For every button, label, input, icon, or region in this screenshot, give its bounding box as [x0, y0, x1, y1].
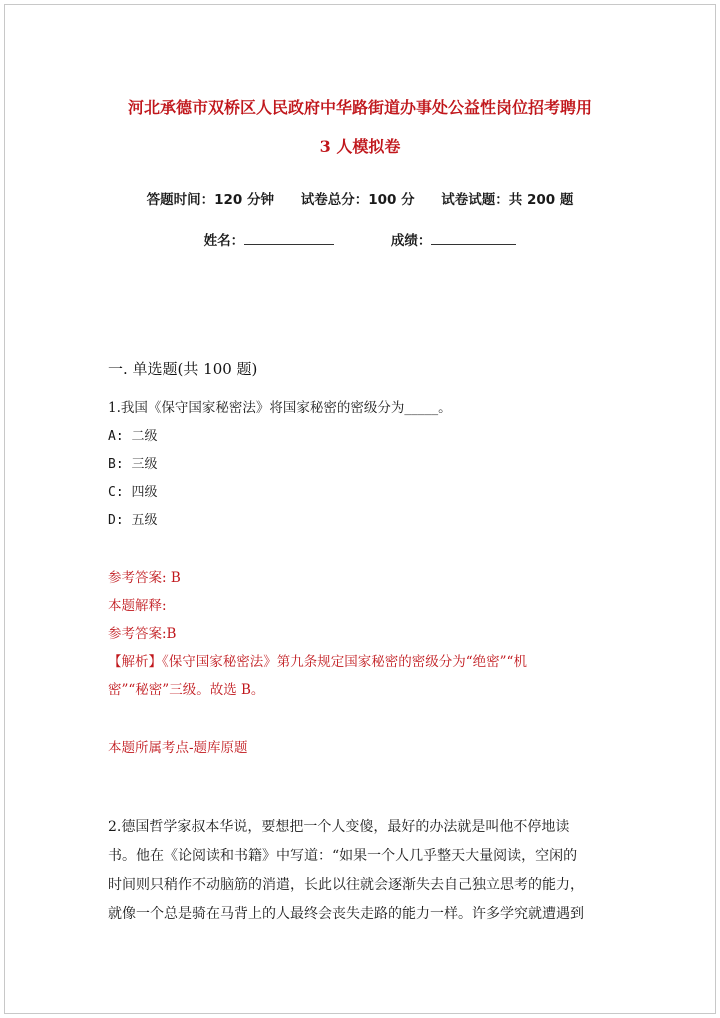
question-1-answer: 参考答案: B: [108, 570, 181, 586]
question-1-analysis-line-1: 【解析】《保守国家秘密法》第九条规定国家秘密的密级分为“绝密”“机: [108, 654, 527, 670]
exam-meta: [0, 188, 720, 208]
question-1-source: 本题所属考点-题库原题: [108, 740, 248, 756]
exam-title-line-1: 河北承德市双桥区人民政府中华路街道办事处公益性岗位招考聘用: [127, 98, 592, 117]
name-label: 姓名：: [203, 233, 245, 249]
question-2-line-1: 2.德国哲学家叔本华说，要想把一个人变傻，最好的办法就是叫他不停地读: [108, 819, 570, 835]
exam-question-count: 试卷试题：共 200 题: [441, 192, 574, 208]
question-1-answer-repeat: 参考答案:B: [108, 626, 177, 642]
question-1-option-d: D: 五级: [108, 513, 158, 528]
question-2-stem: [108, 813, 604, 929]
score-blank[interactable]: [431, 232, 516, 245]
question-1-option-b: B: 三级: [108, 457, 158, 472]
question-1-option-c: C: 四级: [108, 485, 158, 500]
section-title: 一. 单选题(共 100 题): [108, 360, 258, 378]
candidate-info: [0, 229, 720, 249]
question-1-explain-label: 本题解释:: [108, 598, 167, 614]
question-2-line-4: 就像一个总是骑在马背上的人最终会丧失走路的能力一样。许多学究就遭遇到: [108, 906, 584, 922]
question-1-option-a: A: 二级: [108, 429, 158, 444]
exam-title-line-2: 3 人模拟卷: [319, 137, 401, 156]
exam-time: 答题时间：120 分钟: [146, 192, 274, 208]
exam-total-score: 试卷总分：100 分: [300, 192, 415, 208]
name-blank[interactable]: [244, 232, 334, 245]
question-2-line-2: 书。他在《论阅读和书籍》中写道：“如果一个人几乎整天大量阅读，空闲的: [108, 848, 578, 864]
score-label: 成绩：: [390, 233, 432, 249]
question-1-stem: 1.我国《保守国家秘密法》将国家秘密的密级分为_____。: [108, 400, 452, 416]
question-1-analysis-line-2: 密”“秘密”三级。故选 B。: [108, 682, 265, 698]
question-2-line-3: 时间则只稍作不动脑筋的消遣，长此以往就会逐渐失去自己独立思考的能力，: [108, 877, 584, 893]
